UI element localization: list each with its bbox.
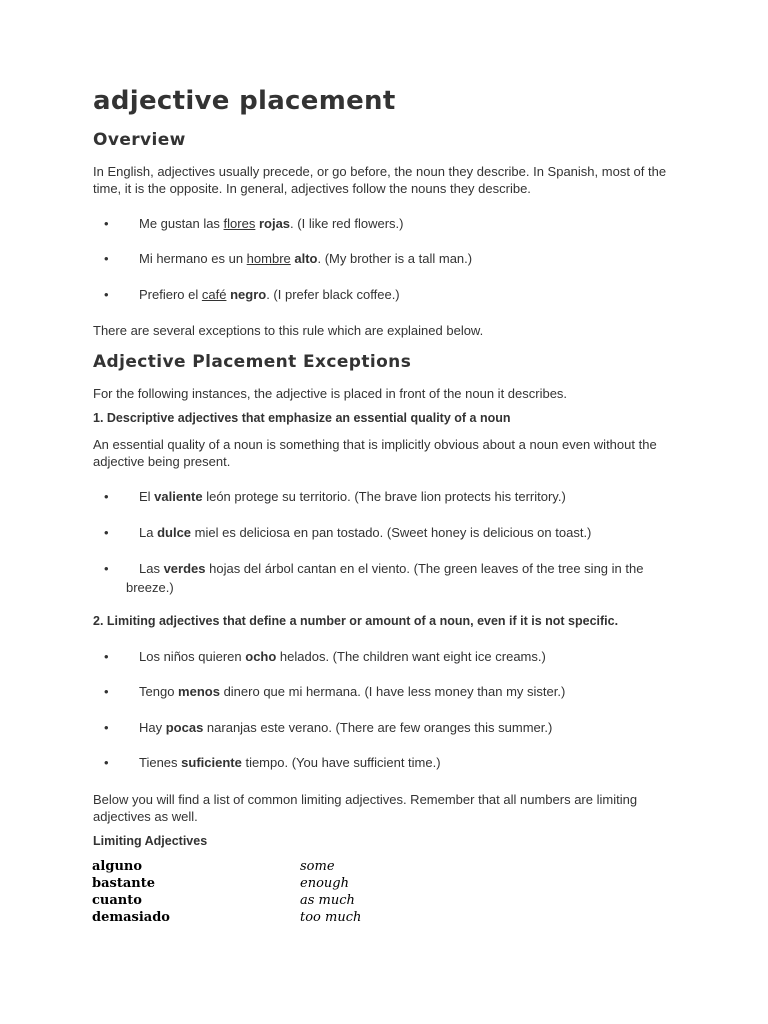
english-cell: as much (300, 893, 355, 908)
english-cell: some (300, 859, 335, 874)
spanish-cell: cuanto (92, 893, 142, 908)
bullet-dot: • (104, 251, 109, 266)
table-row (92, 909, 361, 926)
example-translation: naranjas este verano. (There are few oranges this summer.) (203, 720, 553, 735)
example-text: Las (139, 561, 164, 576)
example-text: Prefiero el (139, 287, 202, 302)
list-item (104, 682, 684, 701)
bullet-dot: • (104, 489, 109, 504)
list-item (104, 718, 684, 737)
list-item (104, 249, 684, 268)
list-item (104, 753, 684, 772)
example-text: Tengo (139, 684, 179, 699)
list-item (104, 523, 684, 542)
overview-outro: There are several exceptions to this rule which are explained below. (93, 323, 484, 338)
bullet-dot: • (104, 525, 109, 540)
spanish-cell: demasiado (92, 910, 170, 925)
example-translation: . (I like red flowers.) (290, 216, 404, 231)
example-text: Mi hermano es un (139, 251, 247, 266)
example-translation: miel es deliciosa en pan tostado. (Sweet honey is delicious on toast.) (191, 525, 592, 540)
list-intro: Below you will find a list of common limiting adjectives. Remember that all numbers are limiting adjectives as well. (93, 792, 638, 824)
example-translation: helados. (The children want eight ice creams.) (276, 649, 546, 664)
example-noun: flores (223, 216, 256, 231)
limiting-adjectives-table (92, 858, 361, 926)
overview-heading: Overview (93, 130, 186, 150)
english-cell: too much (300, 910, 362, 925)
section-2-title: 2. Limiting adjectives that define a number or amount of a noun, even if it is not specific. (93, 614, 619, 628)
section-1-description: An essential quality of a noun is something that is implicitly obvious about a noun even without the adjective being present. (93, 437, 657, 469)
bullet-dot: • (104, 720, 109, 735)
example-text: Me gustan las (139, 216, 224, 231)
example-adjective: ocho (245, 649, 277, 664)
bullet-dot: • (104, 684, 109, 699)
list-item (104, 559, 684, 597)
example-translation: . (My brother is a tall man.) (317, 251, 473, 266)
overview-intro: In English, adjectives usually precede, or go before, the noun they describe. In Spanish, most of the time, it is the opposite. In general, adjectives follow the nouns they describe. (93, 164, 667, 196)
example-adjective: pocas (165, 720, 204, 735)
table-row (92, 858, 361, 875)
example-adjective: valiente (154, 489, 203, 504)
bullet-dot: • (104, 561, 109, 576)
example-text: Hay (139, 720, 166, 735)
example-text: Tienes (139, 755, 182, 770)
table-row (92, 892, 361, 909)
example-noun: café (201, 287, 227, 302)
example-adjective: suficiente (181, 755, 242, 770)
page-title: adjective placement (93, 86, 396, 116)
example-translation: león protege su territorio. (The brave lion protects his territory.) (202, 489, 566, 504)
bullet-dot: • (104, 649, 109, 664)
example-adjective: verdes (163, 561, 206, 576)
example-adjective: rojas (258, 216, 291, 231)
list-item (104, 214, 684, 233)
table-row (92, 875, 361, 892)
example-translation: . (I prefer black coffee.) (266, 287, 400, 302)
bullet-dot: • (104, 755, 109, 770)
bullet-dot: • (104, 216, 109, 231)
example-text: El (139, 489, 155, 504)
example-adjective: negro (230, 287, 267, 302)
list-item (104, 487, 684, 506)
section-1-title: 1. Descriptive adjectives that emphasize an essential quality of a noun (93, 411, 511, 425)
exceptions-heading: Adjective Placement Exceptions (93, 352, 412, 372)
list-item (104, 647, 684, 666)
example-text: La (139, 525, 158, 540)
example-adjective: dulce (157, 525, 192, 540)
spanish-cell: alguno (92, 859, 143, 874)
example-noun: hombre (246, 251, 291, 266)
bullet-dot: • (104, 287, 109, 302)
english-cell: enough (300, 876, 349, 891)
example-translation: tiempo. (You have sufficient time.) (241, 755, 441, 770)
example-text: Los niños quieren (139, 649, 246, 664)
spanish-cell: bastante (92, 876, 155, 891)
exceptions-intro: For the following instances, the adjective is placed in front of the noun it describes. (93, 386, 568, 401)
example-adjective: alto (294, 251, 318, 266)
example-adjective: menos (178, 684, 220, 699)
example-translation: dinero que mi hermana. (I have less money than my sister.) (219, 684, 566, 699)
list-title: Limiting Adjectives (93, 834, 208, 848)
list-item (104, 285, 684, 304)
example-translation: hojas del árbol cantan en el viento. (The green leaves of the tree sing in the breeze.) (126, 561, 644, 595)
